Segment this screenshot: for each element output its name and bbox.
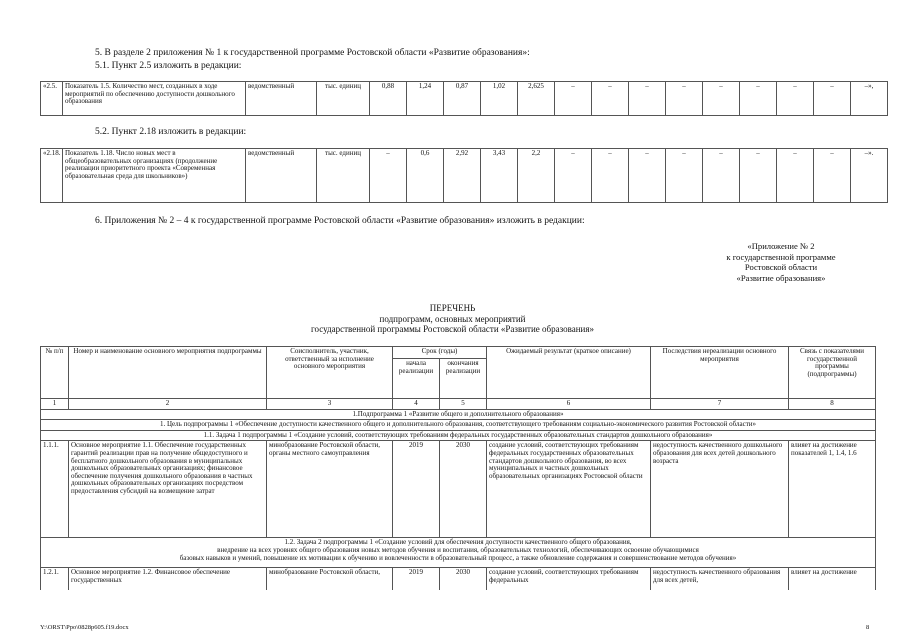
header-link: Связь с показателями государственной программы (подпрограммы): [789, 347, 876, 399]
appendix-line: «Развитие образования»: [736, 272, 826, 283]
value-cell: –: [666, 149, 703, 203]
indicator-type: ведомственный: [246, 149, 317, 203]
header-name: Номер и наименование основного мероприятия подпрограммы: [69, 347, 267, 399]
value-cell: –: [666, 82, 703, 116]
measure-link: влияет на достижение показателей 1, 1.4, 1.6: [789, 441, 876, 538]
appendix-caption: [700, 241, 862, 283]
appendix-line: Ростовской области: [744, 262, 818, 272]
column-number: 4: [393, 399, 440, 410]
header-executor: Соисполнитель, участник, ответственный за исполнение основного мероприятия: [267, 347, 393, 399]
value-cell: 2,92: [444, 149, 481, 203]
section6-heading: 6. Приложения № 2 – 4 к государственной программе Ростовской области «Развитие образования» изложить в редакции:: [95, 216, 585, 226]
section5-sub1: 5.1. Пункт 2.5 изложить в редакции:: [95, 61, 242, 71]
indicator-table-2-5: [40, 81, 888, 116]
task-row: [41, 430, 876, 441]
header-term: Срок (годы): [393, 347, 487, 359]
value-cell: –: [629, 149, 666, 203]
measure-end: 2030: [440, 441, 487, 538]
value-cell: –: [629, 82, 666, 116]
header-row: [41, 347, 876, 359]
indicator-unit: тыс. единиц: [317, 82, 370, 116]
page-number: 8: [866, 624, 870, 631]
measure-consequences: недоступность качественного образования для всех детей,: [651, 568, 789, 590]
column-number: 3: [267, 399, 393, 410]
indicator-unit: тыс. единиц: [317, 149, 370, 203]
measure-result: создание условий, соответствующих требованиям федеральных: [487, 568, 651, 590]
row-number: «2.5.: [41, 82, 63, 116]
table-row: [41, 82, 888, 116]
title-line: подпрограмм, основных мероприятий: [379, 313, 526, 324]
column-number-row: [41, 399, 876, 410]
value-cell: –: [555, 149, 592, 203]
header-result: Ожидаемый результат (краткое описание): [487, 347, 651, 399]
measure-result: создание условий, соответствующих требованиям федеральных государственных образовательных стандартов дошкольного образования, во всех муниципальных и частных дошкольных образовательных организациях Ростовской области: [487, 441, 651, 538]
value-cell: –: [703, 82, 740, 116]
indicator-name: Показатель 1.5. Количество мест, созданных в ходе мероприятий по обеспечению доступности дошкольного образования: [63, 82, 246, 116]
table-row: [41, 568, 876, 590]
goal-title: 1. Цель подпрограммы 1 «Обеспечение доступности качественного общего и дополнительного образования, соответствующего требованиям социально-экономического развития Ростовской области»: [41, 420, 876, 431]
column-number: 1: [41, 399, 69, 410]
subprogram-row: [41, 409, 876, 420]
measure-link: влияет на достижение: [789, 568, 876, 590]
value-cell: –: [592, 149, 629, 203]
value-cell: –: [777, 149, 814, 203]
header-end: окончания реализации: [440, 359, 487, 399]
goal-row: [41, 420, 876, 431]
task2-line: 1.2. Задача 2 подпрограммы 1 «Создание условий для обеспечения доступности качественного общего образования,: [284, 538, 632, 547]
value-cell: –: [555, 82, 592, 116]
value-cell: –: [370, 149, 407, 203]
value-cell: 1,02: [481, 82, 518, 116]
measure-start: 2019: [393, 568, 440, 590]
indicator-type: ведомственный: [246, 82, 317, 116]
appendix-line: «Приложение № 2: [747, 241, 815, 251]
measure-executor: минобразование Ростовской области,: [267, 568, 393, 590]
header-start: начала реализации: [393, 359, 440, 399]
title-line: ПЕРЕЧЕНЬ: [429, 303, 476, 313]
task2-line: внедрение на всех уровнях общего образования новых методов обучения и воспитания, образовательных технологий, обеспечивающих освоение обучающимися: [217, 545, 699, 554]
measure-end: 2030: [440, 568, 487, 590]
subprogram-title: 1.Подпрограмма 1 «Развитие общего и дополнительного образования»: [41, 409, 876, 420]
value-cell: 1,24: [407, 82, 444, 116]
value-cell: –: [814, 149, 851, 203]
row-number: 1.1.1.: [41, 441, 69, 538]
measure-executor: минобразование Ростовской области, органы местного самоуправления: [267, 441, 393, 538]
column-number: 7: [651, 399, 789, 410]
measure-name: Основное мероприятие 1.2. Финансовое обеспечение государственных: [69, 568, 267, 590]
value-cell: 2,625: [518, 82, 555, 116]
indicator-name: Показатель 1.18. Число новых мест в общеобразовательных организациях (продолжение реализации приоритетного проекта «Современная образовательная среда для школьников»): [63, 149, 246, 203]
value-cell: 0,6: [407, 149, 444, 203]
task2-title: [41, 538, 876, 568]
subprogram-table: [40, 346, 876, 590]
value-cell: –: [777, 82, 814, 116]
section5-heading: 5. В разделе 2 приложения № 1 к государственной программе Ростовской области «Развитие образования»:: [95, 48, 530, 58]
value-cell: 3,43: [481, 149, 518, 203]
value-cell: 0,87: [444, 82, 481, 116]
appendix-line: к государственной программе: [726, 251, 836, 262]
table-row: [41, 149, 888, 203]
measure-name: Основное мероприятие 1.1. Обеспечение государственных гарантий реализации прав на получение общедоступного и бесплатного дошкольного образования в муниципальных дошкольных образовательных организациях; финансовое обеспечение получения дошкольного образования в частных дошкольных образовательных организациях посредством предоставления субсидий на возмещение затрат: [69, 441, 267, 538]
measure-consequences: недоступность качественного дошкольного образования для всех детей дошкольного возраста: [651, 441, 789, 538]
value-cell: –: [740, 149, 777, 203]
measure-start: 2019: [393, 441, 440, 538]
column-number: 6: [487, 399, 651, 410]
value-cell: –»,: [851, 82, 888, 116]
section5-sub2: 5.2. Пункт 2.18 изложить в редакции:: [95, 127, 247, 137]
footer-path: Y:\ORST\Ppo\0828p605.f19.docx: [40, 624, 129, 631]
header-num: № п/п: [41, 347, 69, 399]
column-number: 8: [789, 399, 876, 410]
column-number: 2: [69, 399, 267, 410]
header-consequences: Последствия нереализации основного мероприятия: [651, 347, 789, 399]
table-row: [41, 441, 876, 538]
task1-title: 1.1. Задача 1 подпрограммы 1 «Создание условий, соответствующих требованиям федеральных государственных образовательных стандартов дошкольного образования»: [41, 430, 876, 441]
row-number: 1.2.1.: [41, 568, 69, 590]
title-line: государственной программы Ростовской области «Развитие образования»: [311, 324, 594, 334]
value-cell: –: [592, 82, 629, 116]
indicator-table-2-18: [40, 148, 888, 203]
value-cell: –: [814, 82, 851, 116]
value-cell: –».: [851, 149, 888, 203]
value-cell: –: [703, 149, 740, 203]
column-number: 5: [440, 399, 487, 410]
task2-line: базовых навыков и умений, повышение их мотивации к обучению и вовлеченности в образовательный процесс, а также обновление содержания и совершенствование методов обучения»: [179, 553, 737, 562]
task-row: [41, 538, 876, 568]
value-cell: 0,88: [370, 82, 407, 116]
value-cell: –: [740, 82, 777, 116]
value-cell: 2,2: [518, 149, 555, 203]
row-number: «2.18.: [41, 149, 63, 203]
document-title: [200, 303, 705, 335]
